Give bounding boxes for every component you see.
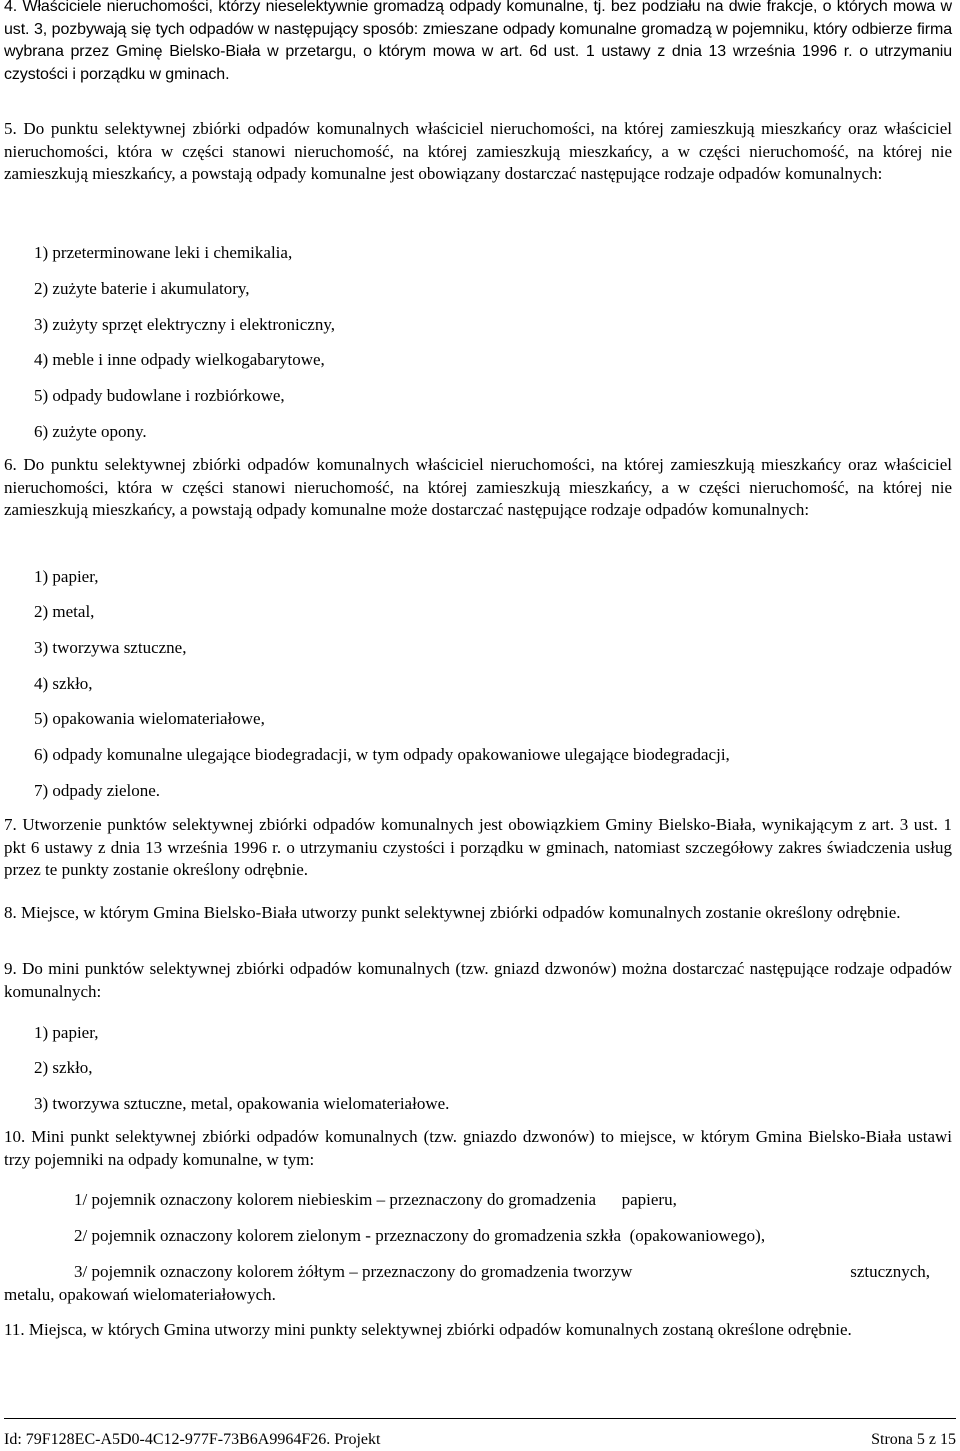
list-item: 1) papier, xyxy=(34,1023,99,1042)
paragraph-8: 8. Miejsce, w którym Gmina Bielsko-Biała utworzy punkt selektywnej zbiórki odpadów komunalnych zostanie określony odrębnie. xyxy=(4,903,901,922)
paragraph-5: 5. Do punktu selektywnej zbiórki odpadów komunalnych właściciel nieruchomości, na której zamieszkują mieszkańcy oraz właściciel nieruchomości, która w części stanowi nieruchomość, na której zamieszkują mieszkańcy, a w części nieruchomość, na której nie zamieszkują mieszkańcy, a powstają odpady komunalne jest obowiązany dostarczać następujące rodzaje odpadów komunalnych: xyxy=(4,119,952,184)
list-item: 1) papier, xyxy=(34,567,99,586)
paragraph-4: 4. Właściciele nieruchomości, którzy nieselektywnie gromadzą odpady komunalne, tj. bez podziału na dwie frakcje, o których mowa w ust. 3, pozbywają się tych odpadów w następujący sposób: zmieszane odpady komunalne gromadzą w pojemniku, który odbierze firma wybrana przez Gminę Bielsko-Biała w przetargu, o którym mowa w art. 6d ust. 1 ustawy z dnia 13 września 1996 r. o utrzymaniu czystości i porządku w gminach. xyxy=(4,0,952,83)
page-number: Strona 5 z 15 xyxy=(871,1431,956,1448)
list-item: 2) szkło, xyxy=(34,1058,93,1077)
list-item: 7) odpady zielone. xyxy=(34,781,161,800)
paragraph-6: 6. Do punktu selektywnej zbiórki odpadów komunalnych właściciel nieruchomości, na której zamieszkują mieszkańcy oraz właściciel nieruchomości, która w części stanowi nieruchomość, na której zamieszkują mieszkańcy, a w części nieruchomość, na której nie zamieszkują mieszkańcy, a powstają odpady komunalne może dostarczać następujące rodzaje odpadów komunalnych: xyxy=(4,455,952,520)
list-item: 2) metal, xyxy=(34,602,95,621)
list-item: 5) opakowania wielomateriałowe, xyxy=(34,709,265,728)
list-item: 2) zużyte baterie i akumulatory, xyxy=(34,279,250,298)
list-item: 6) odpady komunalne ulegające biodegradacji, w tym odpady opakowaniowe ulegające biodegradacji, xyxy=(34,745,730,764)
paragraph-7: 7. Utworzenie punktów selektywnej zbiórki odpadów komunalnych jest obowiązkiem Gminy Bielsko-Biała, wynikającym z art. 3 ust. 1 pkt 6 ustawy z dnia 13 września 1996 r. o utrzymaniu czystości i porządku w gminach, natomiast szczegółowy zakres świadczenia usług przez te punkty zostanie określony odrębnie. xyxy=(4,815,952,880)
container-item xyxy=(74,1261,952,1283)
list-item: 3) tworzywa sztuczne, xyxy=(34,638,187,657)
container-item-text: 3/ pojemnik oznaczony kolorem żółtym – przeznaczony do gromadzenia tworzyw xyxy=(74,1262,633,1281)
list-item: 3) zużyty sprzęt elektryczny i elektroniczny, xyxy=(34,315,335,334)
container-item-tail: sztucznych, xyxy=(850,1262,930,1281)
container-item: 2/ pojemnik oznaczony kolorem zielonym - przeznaczony do gromadzenia szkła (opakowaniowego), xyxy=(74,1226,766,1245)
list-item: 5) odpady budowlane i rozbiórkowe, xyxy=(34,386,285,405)
paragraph-9: 9. Do mini punktów selektywnej zbiórki odpadów komunalnych (tzw. gniazd dzwonów) można dostarczać następujące rodzaje odpadów komunalnych: xyxy=(4,959,952,1001)
list-item: 6) zużyte opony. xyxy=(34,422,147,441)
list-item: 1) przeterminowane leki i chemikalia, xyxy=(34,243,293,262)
document-id: Id: 79F128EC-A5D0-4C12-977F-73B6A9964F26. Projekt xyxy=(4,1431,381,1448)
list-item: 4) szkło, xyxy=(34,674,93,693)
paragraph-11: 11. Miejsca, w których Gmina utworzy mini punkty selektywnej zbiórki odpadów komunalnych zostaną określone odrębnie. xyxy=(4,1320,852,1339)
container-item: 1/ pojemnik oznaczony kolorem niebieskim – przeznaczony do gromadzenia papieru, xyxy=(74,1190,677,1209)
container-item-continuation: metalu, opakowań wielomateriałowych. xyxy=(4,1285,276,1304)
footer-divider xyxy=(4,1418,956,1419)
list-item: 4) meble i inne odpady wielkogabarytowe, xyxy=(34,350,325,369)
paragraph-10: 10. Mini punkt selektywnej zbiórki odpadów komunalnych (tzw. gniazdo dzwonów) to miejsce, w którym Gmina Bielsko-Biała ustawi trzy pojemniki na odpady komunalne, w tym: xyxy=(4,1127,952,1169)
list-item: 3) tworzywa sztuczne, metal, opakowania wielomateriałowe. xyxy=(34,1094,450,1113)
